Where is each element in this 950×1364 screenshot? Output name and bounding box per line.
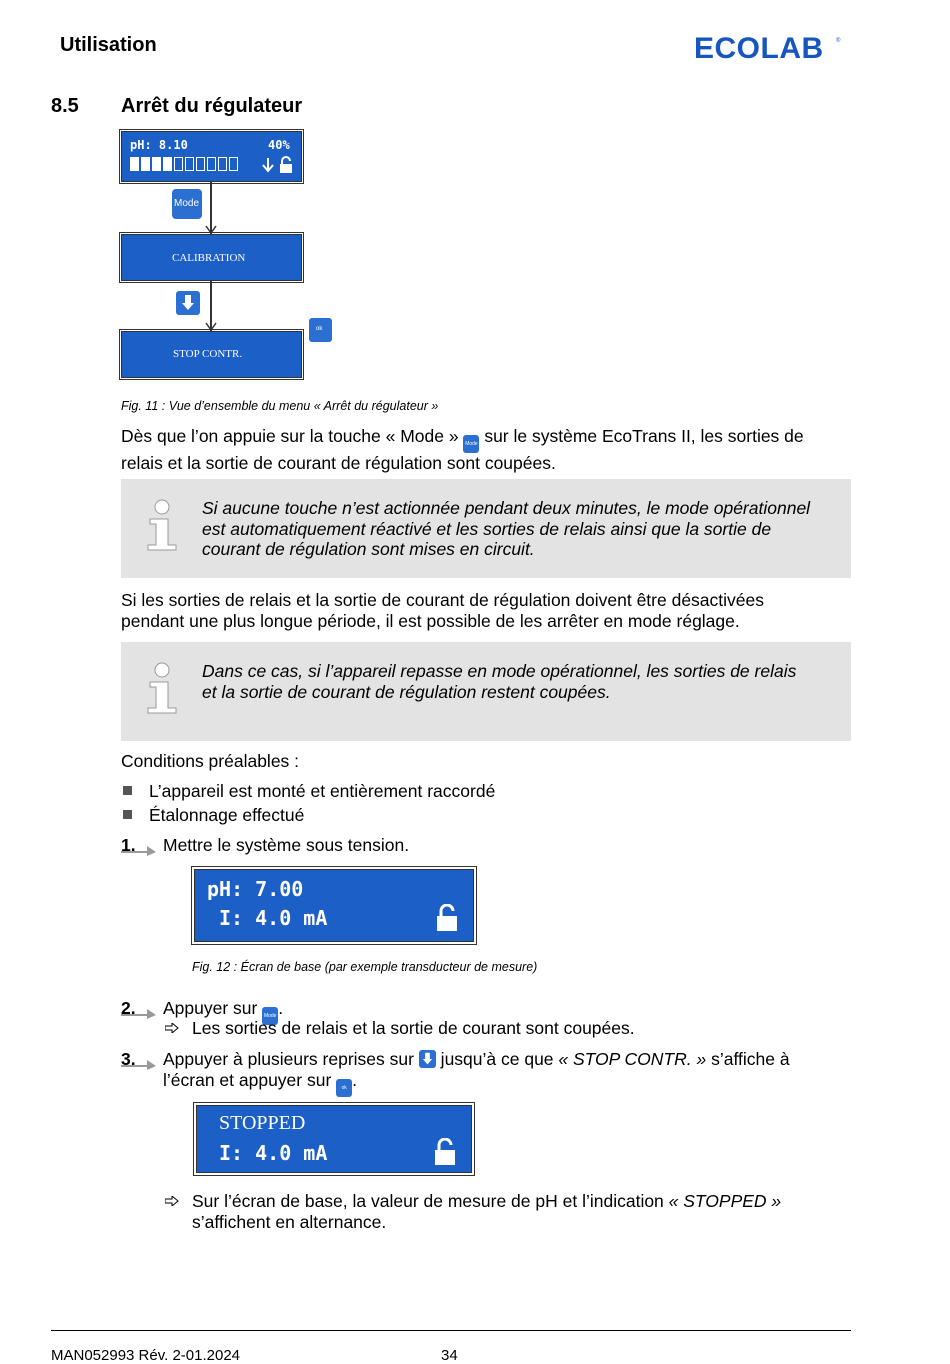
svg-text:®: ®	[836, 38, 841, 44]
stopped-label: STOPPED	[219, 1112, 306, 1134]
ecolab-logo	[694, 30, 844, 64]
header-title: Utilisation	[60, 34, 157, 56]
step-number: 2.	[121, 998, 136, 1018]
bullet-square	[123, 810, 132, 819]
intro-text-line2: relais et la sortie de courant de régulation sont coupées.	[121, 453, 556, 473]
final-result-start: Sur l’écran de base, la valeur de mesure de pH et l’indication	[192, 1191, 669, 1211]
prerequisite-item: Étalonnage effectué	[149, 805, 305, 825]
step-text	[163, 1049, 853, 1097]
mode-key-inline: Mode	[463, 435, 479, 453]
stopped-screen-display	[196, 1105, 472, 1173]
info-note-1	[121, 479, 851, 578]
direction-arrow-icon	[262, 157, 274, 173]
note1-line1: Si aucune touche n’est actionnée pendant deux minutes, le mode opérationnel	[202, 498, 811, 518]
calibration-menu-item	[121, 234, 302, 281]
step2-text-start: Appuyer sur	[163, 998, 263, 1018]
fig11-caption: Fig. 11 : Vue d’ensemble du menu « Arrêt du régulateur »	[121, 399, 439, 413]
mode-key[interactable]	[172, 189, 202, 219]
step-arrow-icon	[121, 1060, 157, 1070]
note2-line2: et la sortie de courant de régulation restent coupées.	[202, 681, 611, 702]
result-arrow-icon	[165, 1196, 179, 1206]
note1-line2: est automatiquement réactivé et les sorties de relais ainsi que la sortie de	[202, 518, 772, 539]
svg-text:ECOLAB: ECOLAB	[694, 32, 824, 64]
info-icon	[146, 499, 178, 551]
step3-line2-end: .	[352, 1069, 358, 1090]
step-arrow-icon	[121, 846, 157, 856]
final-result-line2: s’affichent en alternance.	[192, 1211, 387, 1232]
menu-status-screen	[121, 131, 302, 182]
info-icon	[146, 662, 178, 714]
mode-key-inline: Mode	[262, 1007, 278, 1025]
result-arrow-icon	[165, 1023, 179, 1033]
screen-percent: 40%	[268, 138, 290, 152]
section-title: Arrêt du régulateur	[121, 95, 303, 117]
bullet-square	[123, 786, 132, 795]
step3-text-middle: jusqu’à ce que	[435, 1049, 559, 1069]
intro-paragraph	[121, 426, 851, 474]
note2-line1: Dans ce cas, si l’appareil repasse en mode opérationnel, les sorties de relais	[202, 661, 797, 681]
stop-contr-menu-item	[121, 331, 302, 378]
base-screen-current: I: 4.0 mA	[219, 906, 328, 930]
down-arrow-icon	[181, 294, 195, 312]
screen-ph-value: pH: 8.10	[130, 138, 188, 152]
base-screen-display	[194, 869, 474, 942]
intro-text-start: Dès que l’on appuie sur la touche « Mode »	[121, 426, 464, 446]
step-text: Mettre le système sous tension.	[163, 835, 410, 855]
note1-text	[202, 498, 810, 560]
second-paragraph	[121, 590, 851, 631]
final-result-quote: « STOPPED »	[668, 1191, 782, 1211]
final-result-text	[192, 1191, 852, 1232]
base-screen-ph: pH: 7.00	[207, 877, 304, 901]
down-arrow-key-inline	[419, 1050, 436, 1068]
mode-key-label: Mode	[174, 198, 200, 209]
down-arrow-key[interactable]	[176, 291, 200, 315]
fig12-caption: Fig. 12 : Écran de base (par exemple transducteur de mesure)	[192, 960, 538, 974]
stopped-current: I: 4.0 mA	[219, 1141, 328, 1165]
unlocked-padlock-icon	[433, 1138, 457, 1166]
step-number: 1.	[121, 835, 136, 855]
page-number: 34	[441, 1347, 458, 1364]
step-arrow-icon	[121, 1009, 157, 1019]
step-result: Les sorties de relais et la sortie de courant sont coupées.	[192, 1018, 635, 1038]
level-bar-graph	[130, 157, 240, 173]
prerequisites-title: Conditions préalables :	[121, 751, 300, 771]
ok-key[interactable]	[309, 318, 332, 342]
para2-line1: Si les sorties de relais et la sortie de courant de régulation doivent être désactivées	[121, 590, 764, 610]
step-number: 3.	[121, 1049, 136, 1069]
note2-text	[202, 661, 796, 702]
footer-divider	[51, 1330, 851, 1331]
step3-text-start: Appuyer à plusieurs reprises sur	[163, 1049, 419, 1069]
stop-contr-label: STOP CONTR.	[173, 348, 243, 360]
note1-line3: courant de régulation sont mises en circuit.	[202, 539, 535, 559]
menu-overview-figure	[121, 131, 336, 383]
ok-key-label: ok	[316, 326, 323, 332]
ok-key-inline: ok	[336, 1079, 352, 1097]
document-reference: MAN052993 Rév. 2-01.2024	[51, 1347, 241, 1364]
section-number: 8.5	[51, 95, 79, 117]
para2-line2: pendant une plus longue période, il est possible de les arrêter en mode réglage.	[121, 610, 740, 631]
step3-quote: « STOP CONTR. »	[558, 1049, 707, 1069]
calibration-label: CALIBRATION	[172, 252, 246, 264]
info-note-2	[121, 642, 851, 741]
intro-text-end: sur le système EcoTrans II, les sorties de	[479, 426, 804, 446]
step2-text-end: .	[278, 998, 284, 1018]
unlocked-padlock-icon	[435, 904, 459, 932]
unlocked-padlock-icon	[278, 156, 294, 174]
prerequisite-item: L’appareil est monté et entièrement raccordé	[149, 781, 496, 801]
step3-text-end: s’affiche à	[706, 1049, 790, 1069]
step3-line2-start: l’écran et appuyer sur	[163, 1069, 337, 1090]
